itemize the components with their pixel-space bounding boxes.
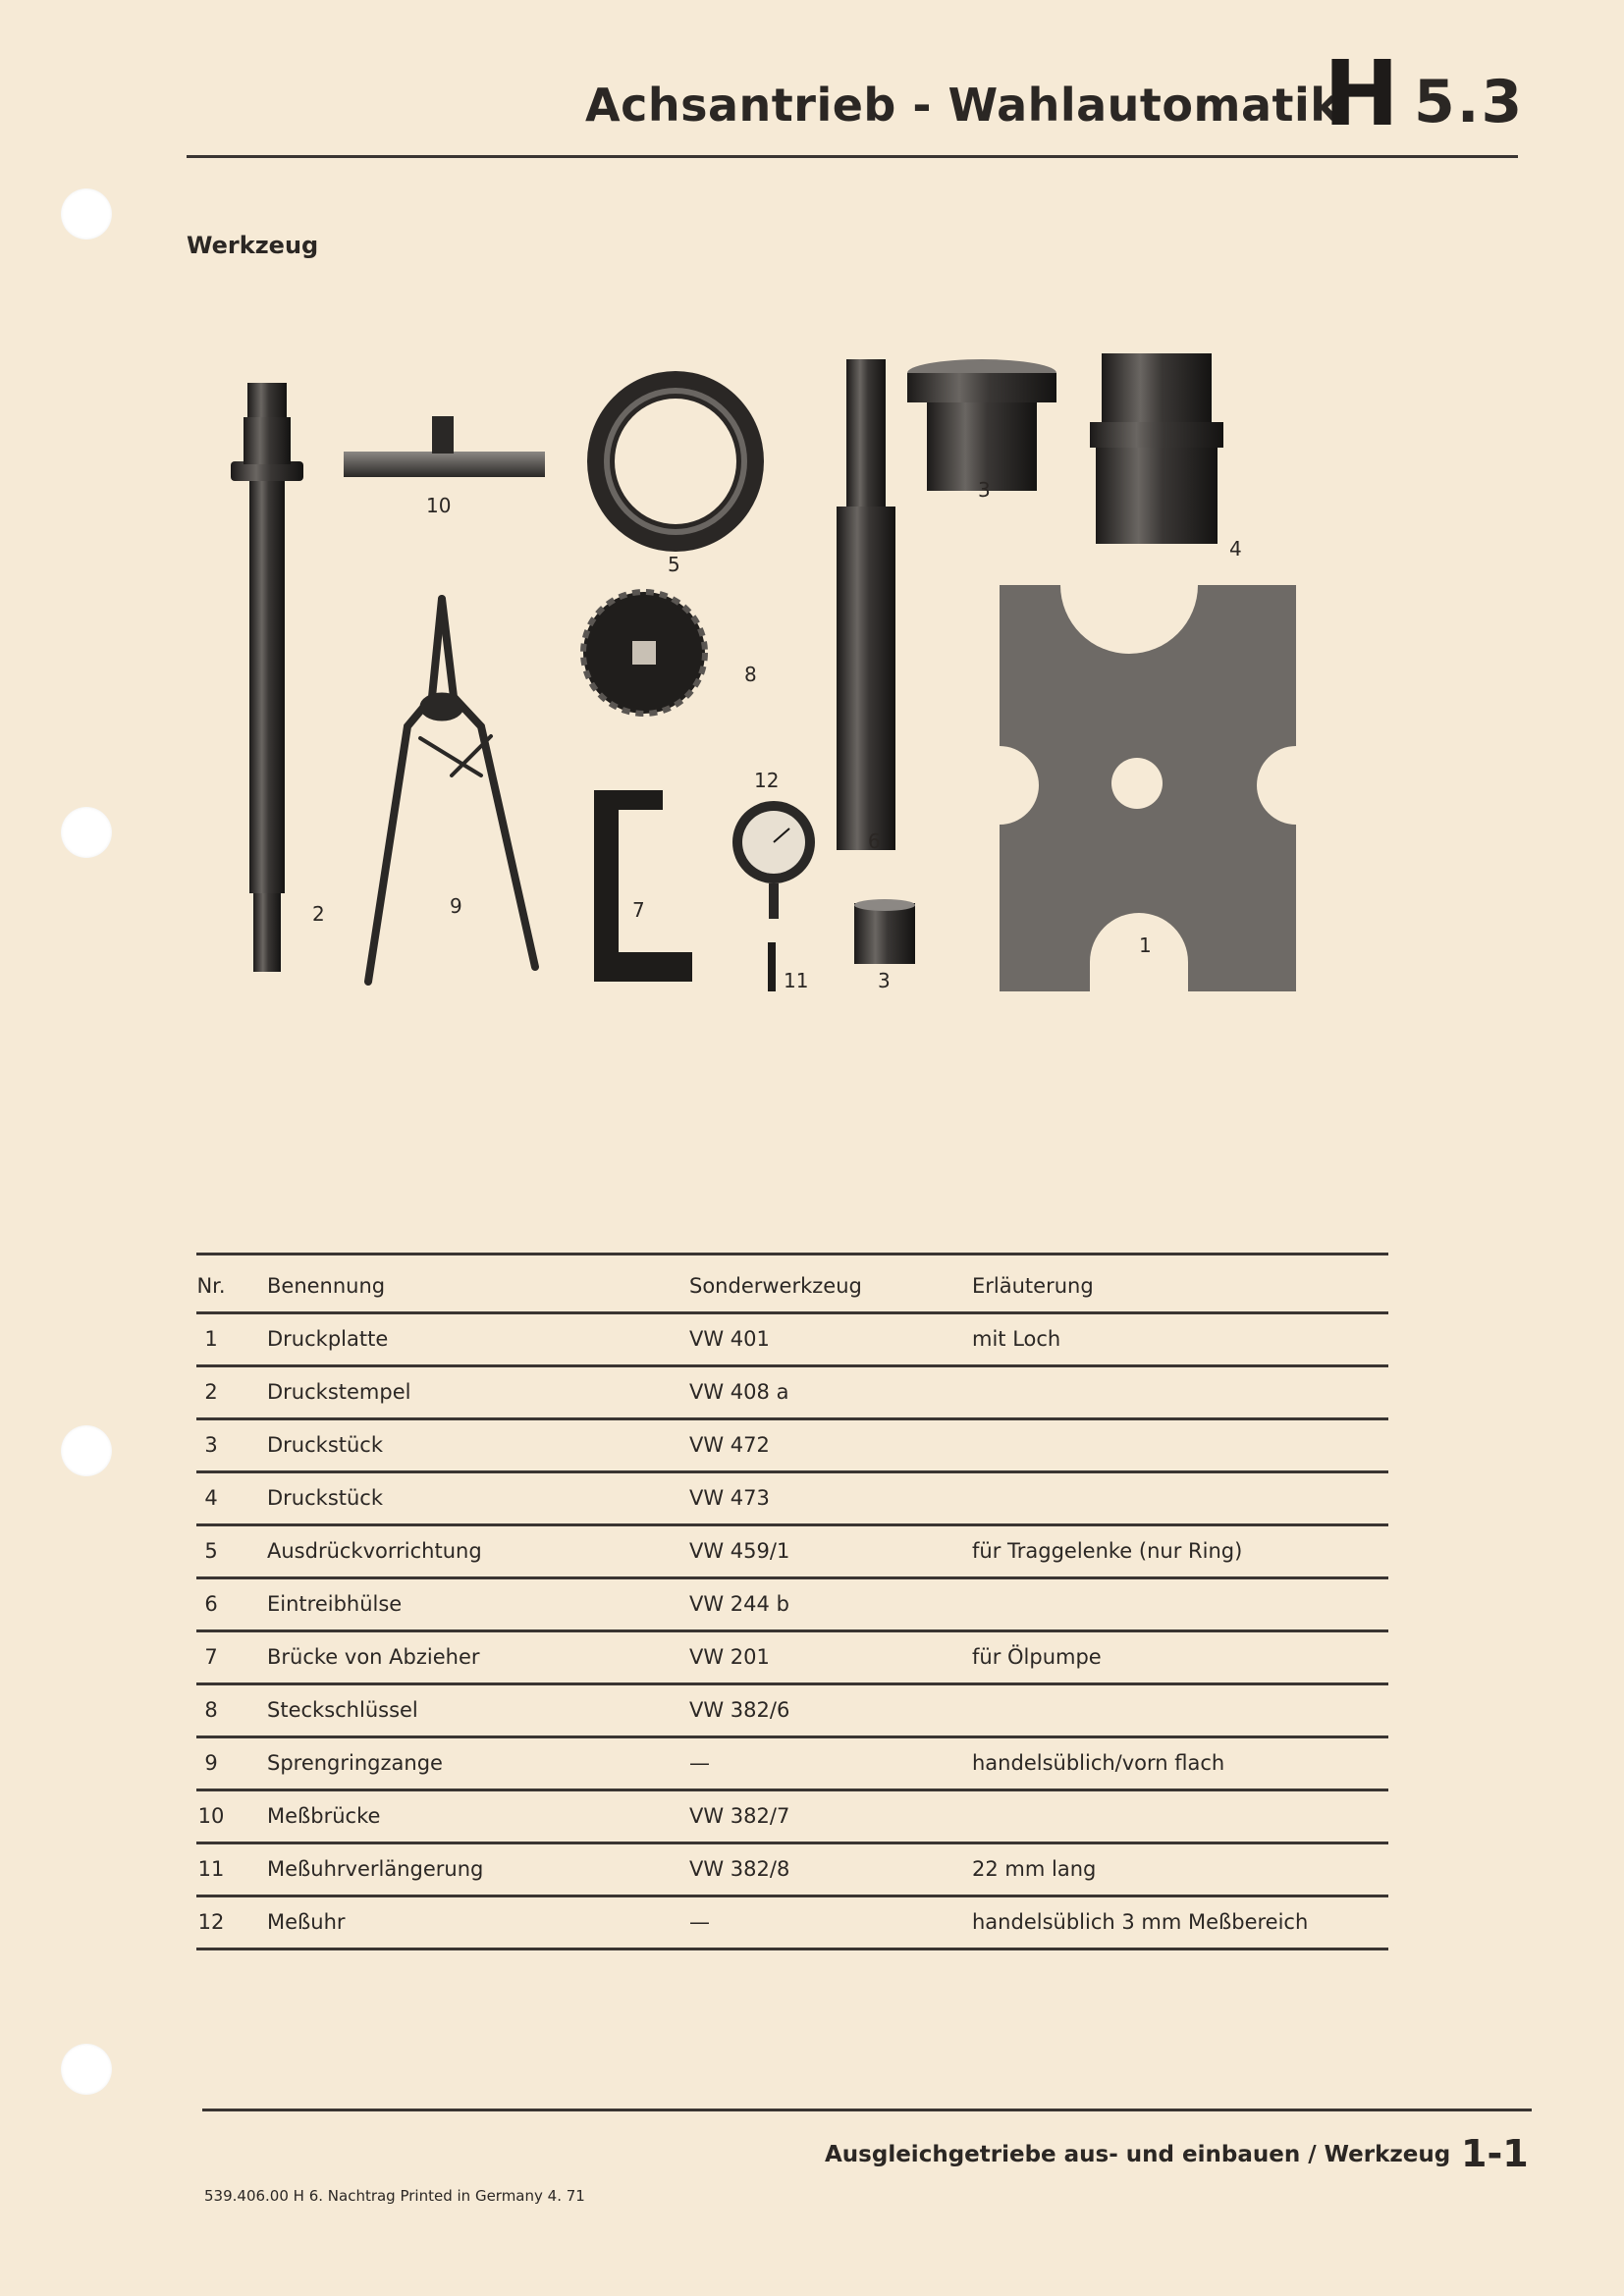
- cell-nr: 2: [204, 1380, 218, 1404]
- tool-druckstueck-small: [854, 899, 915, 964]
- cell-name: Steckschlüssel: [267, 1698, 418, 1722]
- cell-note: handelsüblich/vorn flach: [972, 1751, 1225, 1775]
- cell-name: Brücke von Abzieher: [267, 1645, 480, 1669]
- cell-name: Druckstück: [267, 1433, 384, 1457]
- cell-tool: VW 401: [689, 1327, 770, 1351]
- cell-note: mit Loch: [972, 1327, 1061, 1351]
- figure-label: 7: [632, 898, 645, 922]
- cell-tool: VW 473: [689, 1486, 770, 1510]
- cell-tool: VW 459/1: [689, 1539, 790, 1563]
- cell-nr: 4: [204, 1486, 218, 1510]
- cell-tool: VW 382/7: [689, 1804, 790, 1828]
- tools-photo: [196, 314, 1335, 1021]
- figure-label: 8: [744, 663, 757, 686]
- table-row: [196, 1366, 1388, 1415]
- cell-name: Meßuhr: [267, 1910, 346, 1934]
- header-note: Erläuterung: [972, 1274, 1094, 1298]
- table-row: [196, 1843, 1388, 1893]
- cell-nr: 3: [204, 1433, 218, 1457]
- tool-sprengringzange: [368, 599, 535, 982]
- cell-name: Druckplatte: [267, 1327, 389, 1351]
- cell-name: Meßuhrverlängerung: [267, 1857, 484, 1881]
- section-number: 5.3: [1414, 68, 1525, 136]
- cell-name: Sprengringzange: [267, 1751, 443, 1775]
- table-header: [196, 1260, 1388, 1309]
- figure-label: 10: [426, 494, 452, 517]
- tool-bruecke: [594, 790, 692, 982]
- cell-tool: VW 408 a: [689, 1380, 789, 1404]
- section-letter: H: [1324, 41, 1399, 146]
- cell-nr: 1: [204, 1327, 218, 1351]
- tool-messbruecke: [344, 416, 545, 477]
- tool-messuhrverlaengerung: [768, 942, 776, 991]
- page-number: 1-1: [1461, 2132, 1529, 2175]
- tool-eintreibhuelse: [837, 359, 895, 850]
- figure-label: 9: [450, 894, 462, 918]
- table-row: [196, 1419, 1388, 1468]
- table-row: [196, 1313, 1388, 1362]
- cell-nr: 6: [204, 1592, 218, 1616]
- tool-ausdrueckvorrichtung: [587, 371, 764, 552]
- table-row: [196, 1631, 1388, 1681]
- cell-note: 22 mm lang: [972, 1857, 1097, 1881]
- cell-tool: VW 201: [689, 1645, 770, 1669]
- tool-druckplatte: [1000, 585, 1296, 991]
- cell-note: für Traggelenke (nur Ring): [972, 1539, 1243, 1563]
- cell-name: Druckstück: [267, 1486, 384, 1510]
- table-row: [196, 1578, 1388, 1628]
- figure-label: 11: [784, 969, 809, 992]
- cell-name: Ausdrückvorrichtung: [267, 1539, 482, 1563]
- punch-hole: [61, 1425, 112, 1476]
- cell-nr: 11: [197, 1857, 225, 1881]
- figure-label: 4: [1229, 537, 1242, 561]
- cell-name: Eintreibhülse: [267, 1592, 403, 1616]
- section-label: Werkzeug: [187, 232, 319, 259]
- tool-druckstueck-large: [907, 359, 1056, 491]
- punch-hole: [61, 188, 112, 240]
- figure-label: 5: [668, 553, 680, 576]
- header-rule: [187, 155, 1518, 158]
- cell-nr: 10: [197, 1804, 225, 1828]
- figure-label: 2: [312, 902, 325, 926]
- print-info: 539.406.00 H 6. Nachtrag Printed in Germany 4. 71: [204, 2187, 585, 2205]
- cell-note: handelsüblich 3 mm Meßbereich: [972, 1910, 1309, 1934]
- punch-hole: [61, 2044, 112, 2095]
- cell-nr: 12: [197, 1910, 225, 1934]
- table-row: [196, 1684, 1388, 1734]
- footer-title: Ausgleichgetriebe aus- und einbauen / Werkzeug: [825, 2142, 1451, 2167]
- cell-tool: VW 244 b: [689, 1592, 789, 1616]
- header-nr: Nr.: [196, 1274, 226, 1298]
- table-row: [196, 1472, 1388, 1522]
- table-row: [196, 1525, 1388, 1575]
- cell-tool: VW 382/8: [689, 1857, 790, 1881]
- table-rule: [196, 1948, 1388, 1950]
- tool-steckschluessel: [583, 592, 705, 714]
- table-rule: [196, 1253, 1388, 1255]
- punch-hole: [61, 807, 112, 858]
- figure-label: 1: [1139, 934, 1152, 957]
- tool-druckstempel: [231, 383, 303, 972]
- footer-rule: [202, 2109, 1532, 2111]
- table-row: [196, 1896, 1388, 1946]
- page-title: Achsantrieb - Wahlautomatik: [585, 79, 1341, 132]
- cell-nr: 5: [204, 1539, 218, 1563]
- cell-tool: —: [689, 1751, 710, 1775]
- tool-messuhr: [732, 801, 815, 919]
- cell-tool: VW 472: [689, 1433, 770, 1457]
- table-row: [196, 1790, 1388, 1840]
- cell-nr: 8: [204, 1698, 218, 1722]
- figure-label: 3: [978, 478, 991, 502]
- cell-tool: —: [689, 1910, 710, 1934]
- tool-druckstueck-4: [1090, 353, 1223, 544]
- header-name: Benennung: [267, 1274, 386, 1298]
- cell-note: für Ölpumpe: [972, 1645, 1102, 1669]
- cell-nr: 7: [204, 1645, 218, 1669]
- figure-label: 6: [868, 829, 881, 853]
- header-tool: Sonderwerkzeug: [689, 1274, 862, 1298]
- cell-tool: VW 382/6: [689, 1698, 790, 1722]
- figure-label: 3: [878, 969, 891, 992]
- table-row: [196, 1737, 1388, 1787]
- figure-label: 12: [754, 769, 780, 792]
- cell-nr: 9: [204, 1751, 218, 1775]
- cell-name: Meßbrücke: [267, 1804, 381, 1828]
- cell-name: Druckstempel: [267, 1380, 411, 1404]
